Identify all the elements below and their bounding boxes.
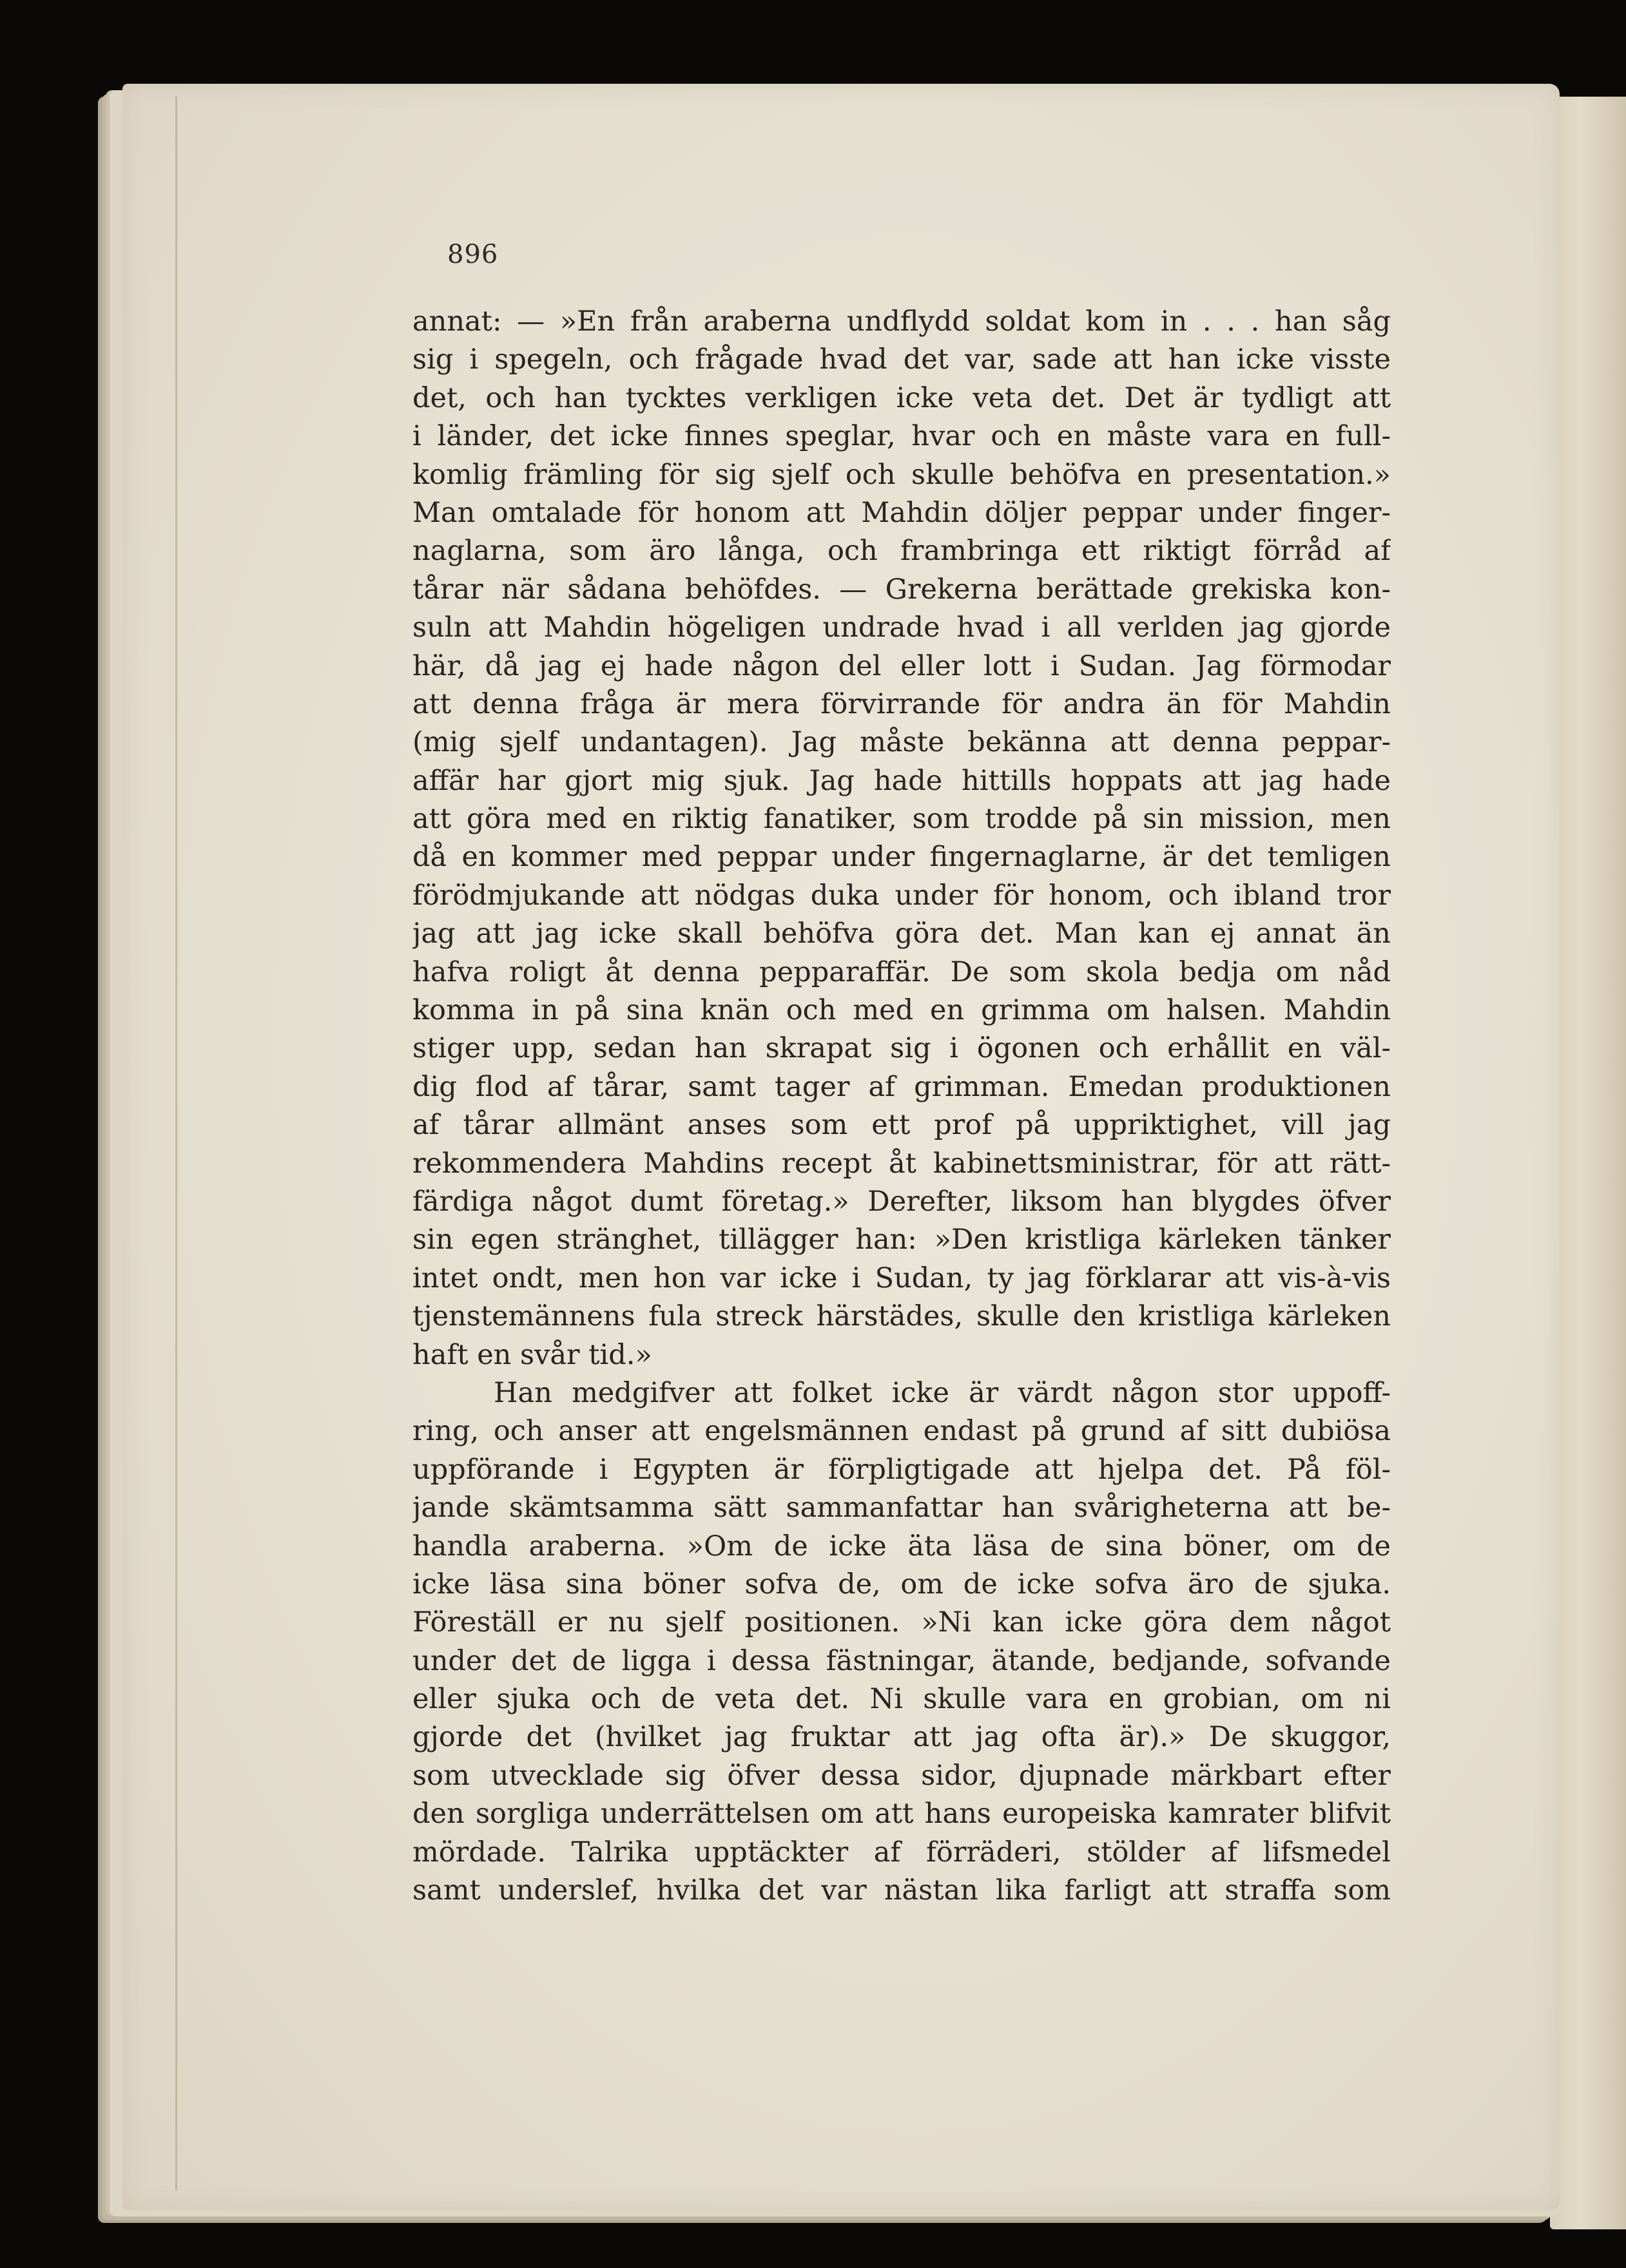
text-line: som utvecklade sig öfver dessa sidor, djupnade märkbart efter: [412, 1759, 1391, 1792]
text-line: tårar när sådana behöfdes. — Grekerna berättade grekiska kon-: [412, 573, 1391, 606]
text-line: komma in på sina knän och med en grimma om halsen. Mahdin: [412, 994, 1391, 1027]
text-line: att denna fråga är mera förvirrande för andra än för Mahdin: [412, 687, 1391, 720]
page-number: 896: [447, 240, 499, 269]
text-line: suln att Mahdin högeligen undrade hvad i all verlden jag gjorde: [412, 611, 1391, 644]
text-line: stiger upp, sedan han skrapat sig i ögonen och erhållit en väl-: [412, 1032, 1391, 1065]
text-line: den sorgliga underrättelsen om att hans europeiska kamrater blifvit: [412, 1798, 1391, 1831]
text-line: gjorde det (hvilket jag fruktar att jag ofta är).» De skuggor,: [412, 1721, 1391, 1754]
page-fold-line: [175, 97, 177, 2191]
text-line: affär har gjort mig sjuk. Jag hade hittills hoppats att jag hade: [412, 764, 1391, 797]
text-line: uppförande i Egypten är förpligtigade att hjelpa det. På föl-: [412, 1453, 1391, 1486]
text-line: hafva roligt åt denna pepparaffär. De som skola bedja om nåd: [412, 956, 1391, 988]
text-line: sig i spegeln, och frågade hvad det var, sade att han icke visste: [412, 343, 1391, 376]
text-line: (mig sjelf undantagen). Jag måste bekänna att denna peppar-: [412, 726, 1391, 759]
text-line: Föreställ er nu sjelf positionen. »Ni kan icke göra dem något: [412, 1606, 1391, 1639]
text-line: eller sjuka och de veta det. Ni skulle vara en grobian, om ni: [412, 1683, 1391, 1716]
text-line: dig flod af tårar, samt tager af grimman. Emedan produktionen: [412, 1070, 1391, 1103]
text-line: handla araberna. »Om de icke äta läsa de sina böner, om de: [412, 1530, 1391, 1562]
text-line: under det de ligga i dessa fästningar, ätande, bedjande, sofvande: [412, 1644, 1391, 1677]
page-body-text: [412, 303, 1391, 1910]
text-line: Han medgifver att folket icke är värdt någon stor uppoff-: [494, 1376, 1391, 1409]
text-line: icke läsa sina böner sofva de, om de icke sofva äro de sjuka.: [412, 1568, 1391, 1600]
text-line: jag att jag icke skall behöfva göra det. Man kan ej annat än: [412, 918, 1391, 950]
facing-page-edge: [1550, 97, 1626, 2229]
text-line: haft en svår tid.»: [412, 1338, 652, 1371]
text-line: i länder, det icke finnes speglar, hvar och en måste vara en full-: [412, 420, 1391, 453]
text-line: här, då jag ej hade någon del eller lott i Sudan. Jag förmodar: [412, 649, 1391, 682]
text-line: då en kommer med peppar under fingernaglarne, är det temligen: [412, 841, 1391, 874]
text-line: tjenstemännens fula streck härstädes, skulle den kristliga kärleken: [412, 1300, 1391, 1333]
text-line: mördade. Talrika upptäckter af förräderi, stölder af lifsmedel: [412, 1836, 1391, 1869]
text-line: af tårar allmänt anses som ett prof på uppriktighet, vill jag: [412, 1109, 1391, 1142]
text-line: förödmjukande att nödgas duka under för honom, och ibland tror: [412, 879, 1391, 912]
text-line: färdiga något dumt företag.» Derefter, liksom han blygdes öfver: [412, 1185, 1391, 1218]
text-line: annat: — »En från araberna undflydd soldat kom in . . . han såg: [412, 305, 1391, 338]
text-line: att göra med en riktig fanatiker, som trodde på sin mission, men: [412, 803, 1391, 836]
text-line: jande skämtsamma sätt sammanfattar han svårigheterna att be-: [412, 1492, 1391, 1524]
text-line: ring, och anser att engelsmännen endast på grund af sitt dubiösa: [412, 1415, 1391, 1448]
text-line: komlig främling för sig sjelf och skulle behöfva en presentation.»: [412, 458, 1391, 491]
text-line: Man omtalade för honom att Mahdin döljer peppar under finger-: [412, 496, 1391, 529]
text-line: sin egen stränghet, tillägger han: »Den kristliga kärleken tänker: [412, 1224, 1391, 1256]
text-line: samt underslef, hvilka det var nästan lika farligt att straffa som: [412, 1874, 1391, 1907]
text-line: naglarna, som äro långa, och frambringa ett riktigt förråd af: [412, 535, 1391, 568]
text-line: det, och han tycktes verkligen icke veta det. Det är tydligt att: [412, 381, 1391, 414]
text-line: rekommendera Mahdins recept åt kabinettsministrar, för att rätt-: [412, 1147, 1391, 1180]
text-line: intet ondt, men hon var icke i Sudan, ty jag förklarar att vis-à-vis: [412, 1262, 1391, 1294]
